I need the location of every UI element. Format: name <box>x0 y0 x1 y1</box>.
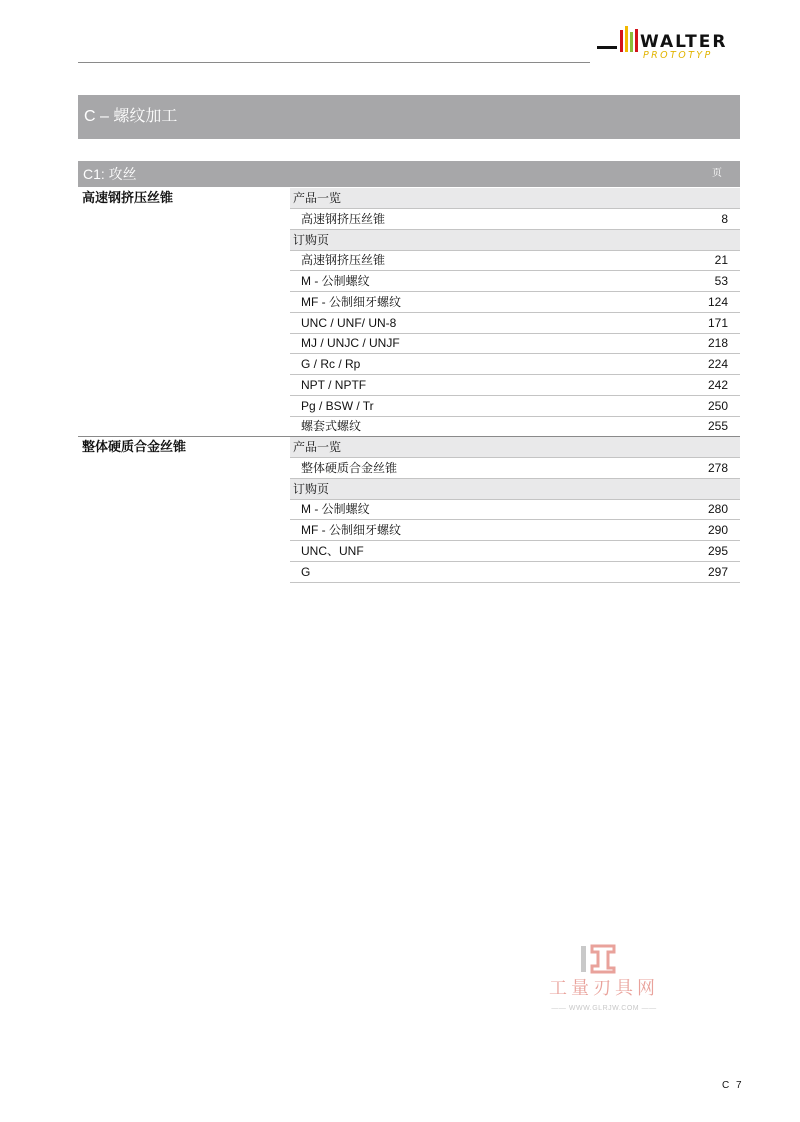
toc-entry-page: 53 <box>714 274 728 288</box>
toc-entry-row <box>290 375 740 396</box>
toc-entry-row <box>290 250 740 271</box>
logo-bar-2 <box>620 30 623 52</box>
toc-entry-label: 螺套式螺纹 <box>301 419 362 434</box>
toc-entry-label: G / Rc / Rp <box>301 357 361 371</box>
toc-subheader-label: 产品一览 <box>293 440 342 454</box>
logo-bar-3 <box>625 26 628 52</box>
watermark-url: —— WWW.GLRJW.COM —— <box>551 1005 657 1012</box>
toc-entry-label: 整体硬质合金丝锥 <box>301 460 398 475</box>
group-title: 整体硬质合金丝锥 <box>82 439 187 454</box>
toc-entry-page: 224 <box>707 357 728 371</box>
toc-entry-row <box>290 292 740 313</box>
toc-entry-label: UNC、UNF <box>301 543 364 558</box>
toc-entry-row <box>290 209 740 230</box>
logo-bar-1 <box>597 46 617 49</box>
toc-entry-page: 250 <box>707 398 728 413</box>
logo-bar-4 <box>630 32 633 52</box>
toc-entry-row <box>290 333 740 354</box>
toc-entry-page: 255 <box>707 419 728 434</box>
header-rule <box>78 62 590 63</box>
toc-entry-label: UNC / UNF/ UN-8 <box>301 315 397 330</box>
section-banner <box>78 95 740 139</box>
watermark-text: 工量刃具网 <box>549 978 659 999</box>
toc-subheader-row <box>290 437 740 458</box>
toc-entry-label: MF - 公制细牙螺纹 <box>301 523 401 537</box>
toc-entry-row <box>290 458 740 479</box>
toc-entry-label: Pg / BSW / Tr <box>301 398 374 413</box>
toc-subheader-label: 订购页 <box>293 232 330 247</box>
toc-entry-page: 295 <box>707 543 728 558</box>
toc-entry-row <box>290 562 740 583</box>
logo-wordmark: WALTER <box>640 32 728 52</box>
toc-entry-row <box>290 541 740 562</box>
toc-subheader-label: 产品一览 <box>293 191 342 205</box>
toc-subheader-row <box>290 479 740 500</box>
toc-entry-page: 242 <box>707 377 728 392</box>
chapter-bar <box>78 161 740 187</box>
toc-entry-page: 218 <box>707 336 728 351</box>
toc-entry-row <box>290 396 740 417</box>
toc-entry-page: 21 <box>714 253 728 268</box>
toc-subheader-row <box>290 230 740 251</box>
toc-entry-label: M - 公制螺纹 <box>301 274 370 288</box>
chapter-title: C1: 攻丝 <box>83 166 137 182</box>
toc-entry-row <box>290 313 740 334</box>
toc-entry-page: 124 <box>707 294 728 309</box>
toc-entry-row <box>290 520 740 541</box>
toc-entry-row <box>290 354 740 375</box>
toc-entry-row <box>290 499 740 520</box>
toc-entry-label: MJ / UNJC / UNJF <box>301 336 400 351</box>
logo-bar-5 <box>635 29 638 52</box>
toc-entry-label: 高速钢挤压丝锥 <box>301 253 386 268</box>
toc-entry-row <box>290 271 740 292</box>
toc-entry-row <box>290 416 740 437</box>
toc-subheader-row <box>290 188 740 209</box>
toc-subheader-label: 订购页 <box>293 481 330 496</box>
toc-entry-page: 280 <box>707 502 728 517</box>
logo-subline: PROTOTYP <box>643 50 713 61</box>
toc-entry-label: M - 公制螺纹 <box>301 502 370 517</box>
watermark <box>538 944 670 1019</box>
toc-entry-page: 297 <box>707 564 728 579</box>
toc-entry-page: 290 <box>707 523 728 537</box>
toc-entry-label: NPT / NPTF <box>301 377 367 392</box>
toc-entry-page: 171 <box>707 315 728 330</box>
group-title: 高速钢挤压丝锥 <box>82 190 174 205</box>
walter-logo <box>597 26 747 66</box>
watermark-logo-icon <box>580 944 620 974</box>
toc-entry-label: MF - 公制细牙螺纹 <box>301 294 401 309</box>
toc-entry-label: G <box>301 564 311 579</box>
page-number: C 7 <box>722 1080 744 1091</box>
page-column-header: 页 <box>712 168 722 179</box>
toc-entry-page: 278 <box>707 460 728 475</box>
toc-entry-label: 高速钢挤压丝锥 <box>301 211 386 226</box>
section-title: C – 螺纹加工 <box>84 108 178 125</box>
toc-entry-page: 8 <box>721 211 728 226</box>
